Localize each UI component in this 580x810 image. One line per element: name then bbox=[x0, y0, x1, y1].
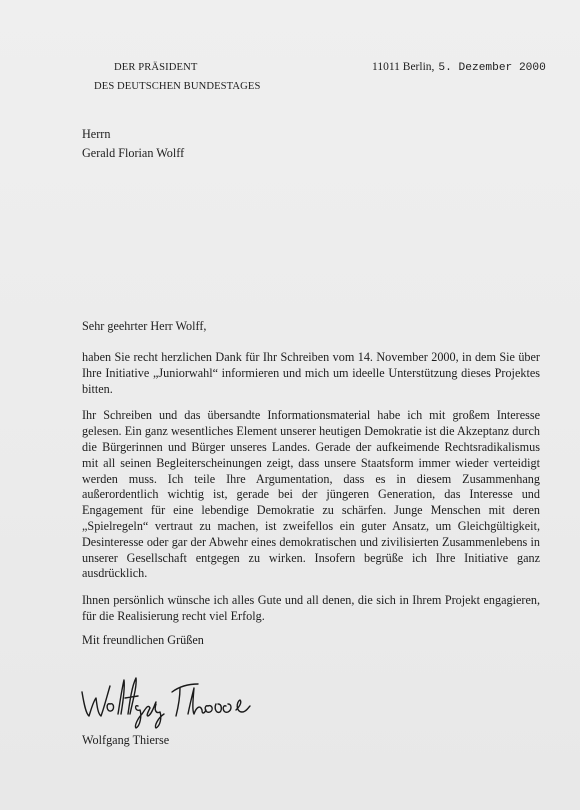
letter-body bbox=[82, 350, 540, 636]
body-paragraph: Ihnen persönlich wünsche ich alles Gute und all denen, die sich in Ihrem Projekt engagieren, für die Realisierung recht viel Erfolg. bbox=[82, 593, 540, 623]
letterhead bbox=[94, 58, 294, 96]
letter-date: 5. Dezember 2000 bbox=[438, 62, 546, 74]
recipient-name: Gerald Florian Wolff bbox=[82, 146, 185, 160]
body-paragraph: Ihr Schreiben und das übersandte Informationsmaterial habe ich mit großem Interesse gelesen. Ein ganz wesentliches Element unserer heutigen Demokratie ist die Akzeptanz durch die Bürgerinnen und Bürger unseres Landes. Gerade der aufkeimende Rechtsradikalismus mit all seinen Begleiterscheinungen zeigt, dass unsere Staatsform immer wieder verteidigt werden muss. Ich teile Ihre Argumentation, dass es in diesem Zusammenhang außerordentlich wichtig ist, gerade bei der jüngeren Generation, das Interesse und Engagement für eine lebendige Demokratie zu schärfen. Junge Menschen mit deren „Spielregeln“ vertraut zu machen, ist zweifellos ein guter Ansatz, um Gleichgültigkeit, Desinteresse oder gar der Abwehr eines demokratischen und zivilisierten Zusammenlebens in unserer Gesellschaft entgegen zu wirken. Insofern begrüße ich Ihre Initiative ganz ausdrücklich. bbox=[82, 408, 540, 581]
dateline bbox=[372, 61, 546, 74]
recipient-address bbox=[82, 125, 184, 163]
signer-name: Wolfgang Thierse bbox=[82, 733, 170, 747]
letterhead-institution: DES DEUTSCHEN BUNDESTAGES bbox=[94, 81, 261, 92]
place: 11011 Berlin, bbox=[372, 61, 435, 73]
body-paragraph: haben Sie recht herzlichen Dank für Ihr Schreiben vom 14. November 2000, in dem Sie über Ihre Initiative „Juniorwahl“ informieren und mich um ideelle Unterstützung dieses Projektes bitten. bbox=[82, 350, 540, 396]
handwritten-signature bbox=[76, 670, 276, 730]
greeting: Sehr geehrter Herr Wolff, bbox=[82, 319, 207, 333]
recipient-salutation-line: Herrn bbox=[82, 127, 111, 141]
letterhead-title: DER PRÄSIDENT bbox=[114, 62, 198, 73]
closing: Mit freundlichen Grüßen bbox=[82, 633, 204, 647]
